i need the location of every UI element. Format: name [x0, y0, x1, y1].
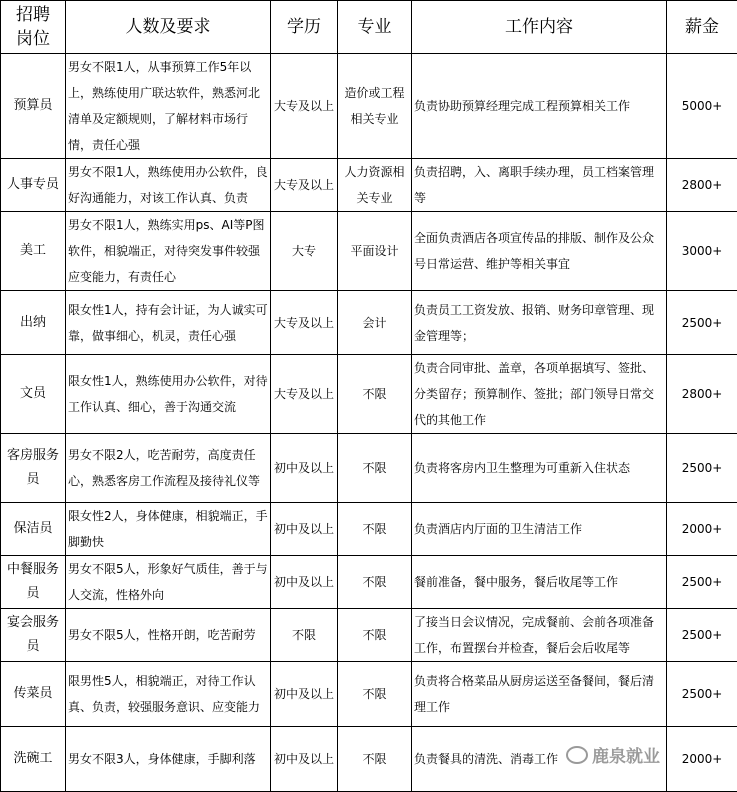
header-position: 招聘 岗位 — [1, 1, 66, 54]
table-row — [1, 556, 737, 609]
major-cell: 会计 — [338, 291, 412, 355]
header-duties: 工作内容 — [412, 1, 667, 54]
table-row — [1, 159, 737, 212]
position-cell: 客房服务员 — [1, 434, 66, 503]
salary-cell: 2500+ — [667, 434, 737, 503]
salary-cell: 2800+ — [667, 355, 737, 434]
requirements-cell: 男女不限1人，熟练实用ps、AI等P图软件，相貌端正，对待突发事件较强应变能力，有责任心 — [66, 212, 271, 291]
position-cell: 美工 — [1, 212, 66, 291]
major-cell: 不限 — [338, 556, 412, 609]
table-row — [1, 662, 737, 727]
position-cell: 保洁员 — [1, 503, 66, 556]
requirements-cell: 限女性1人，持有会计证，为人诚实可靠，做事细心，机灵，责任心强 — [66, 291, 271, 355]
duties-cell: 负责协助预算经理完成工程预算相关工作 — [412, 54, 667, 159]
major-cell: 不限 — [338, 434, 412, 503]
salary-cell: 2500+ — [667, 291, 737, 355]
requirements-cell: 限女性1人，熟练使用办公软件，对待工作认真、细心，善于沟通交流 — [66, 355, 271, 434]
salary-cell: 2500+ — [667, 662, 737, 727]
major-cell: 不限 — [338, 727, 412, 792]
education-cell: 初中及以上 — [271, 556, 338, 609]
header-education: 学历 — [271, 1, 338, 54]
position-cell: 传菜员 — [1, 662, 66, 727]
requirements-cell: 男女不限5人，形象好气质佳，善于与人交流，性格外向 — [66, 556, 271, 609]
table-row — [1, 212, 737, 291]
duties-cell: 负责餐具的清洗、消毒工作 — [412, 727, 667, 792]
requirements-cell: 限男性5人，相貌端正，对待工作认真、负责，较强服务意识、应变能力 — [66, 662, 271, 727]
major-cell: 不限 — [338, 503, 412, 556]
salary-cell: 5000+ — [667, 54, 737, 159]
requirements-cell: 限女性2人，身体健康，相貌端正，手脚勤快 — [66, 503, 271, 556]
duties-cell: 负责将合格菜品从厨房运送至备餐间，餐后清理工作 — [412, 662, 667, 727]
header-requirements: 人数及要求 — [66, 1, 271, 54]
position-cell: 人事专员 — [1, 159, 66, 212]
major-cell: 不限 — [338, 609, 412, 662]
table-row — [1, 355, 737, 434]
major-cell: 造价或工程相关专业 — [338, 54, 412, 159]
table-row — [1, 54, 737, 159]
salary-cell: 2500+ — [667, 609, 737, 662]
major-cell: 人力资源相关专业 — [338, 159, 412, 212]
duties-cell: 负责员工工资发放、报销、财务印章管理、现金管理等； — [412, 291, 667, 355]
salary-cell: 2800+ — [667, 159, 737, 212]
major-cell: 不限 — [338, 355, 412, 434]
major-cell: 平面设计 — [338, 212, 412, 291]
requirements-cell: 男女不限1人，从事预算工作5年以上，熟练使用广联达软件，熟悉河北清单及定额规则，了解材料市场行情，责任心强 — [66, 54, 271, 159]
duties-cell: 了接当日会议情况，完成餐前、会前各项准备工作，布置摆台并检查，餐后会后收尾等 — [412, 609, 667, 662]
table-row — [1, 609, 737, 662]
salary-cell: 2500+ — [667, 556, 737, 609]
position-cell: 中餐服务员 — [1, 556, 66, 609]
salary-cell: 2000+ — [667, 727, 737, 792]
table-row — [1, 291, 737, 355]
education-cell: 大专 — [271, 212, 338, 291]
education-cell: 大专及以上 — [271, 159, 338, 212]
header-row — [1, 1, 737, 54]
education-cell: 初中及以上 — [271, 727, 338, 792]
position-cell: 预算员 — [1, 54, 66, 159]
header-salary: 薪金 — [667, 1, 737, 54]
requirements-cell: 男女不限3人，身体健康，手脚利落 — [66, 727, 271, 792]
duties-cell: 负责合同审批、盖章，各项单据填写、签批、分类留存；预算制作、签批；部门领导日常交代的其他工作 — [412, 355, 667, 434]
header-major: 专业 — [338, 1, 412, 54]
position-cell: 文员 — [1, 355, 66, 434]
education-cell: 初中及以上 — [271, 662, 338, 727]
duties-cell: 负责将客房内卫生整理为可重新入住状态 — [412, 434, 667, 503]
major-cell: 不限 — [338, 662, 412, 727]
watermark-text: 鹿泉就业 — [592, 742, 660, 767]
watermark — [566, 742, 662, 767]
duties-cell: 负责酒店内厅面的卫生清洁工作 — [412, 503, 667, 556]
requirements-cell: 男女不限5人，性格开朗，吃苦耐劳 — [66, 609, 271, 662]
duties-cell: 全面负责酒店各项宣传品的排版、制作及公众号日常运营、维护等相关事宜 — [412, 212, 667, 291]
duties-cell: 负责招聘，入、离职手续办理，员工档案管理等 — [412, 159, 667, 212]
requirements-cell: 男女不限2人，吃苦耐劳，高度责任心，熟悉客房工作流程及接待礼仪等 — [66, 434, 271, 503]
salary-cell: 2000+ — [667, 503, 737, 556]
position-cell: 宴会服务员 — [1, 609, 66, 662]
education-cell: 大专及以上 — [271, 54, 338, 159]
education-cell: 初中及以上 — [271, 503, 338, 556]
wechat-icon — [566, 746, 588, 764]
position-cell: 出纳 — [1, 291, 66, 355]
education-cell: 大专及以上 — [271, 355, 338, 434]
table-row — [1, 503, 737, 556]
duties-cell: 餐前准备，餐中服务，餐后收尾等工作 — [412, 556, 667, 609]
table-row — [1, 434, 737, 503]
salary-cell: 3000+ — [667, 212, 737, 291]
education-cell: 大专及以上 — [271, 291, 338, 355]
position-cell: 洗碗工 — [1, 727, 66, 792]
education-cell: 不限 — [271, 609, 338, 662]
education-cell: 初中及以上 — [271, 434, 338, 503]
requirements-cell: 男女不限1人，熟练使用办公软件，良好沟通能力，对该工作认真、负责 — [66, 159, 271, 212]
